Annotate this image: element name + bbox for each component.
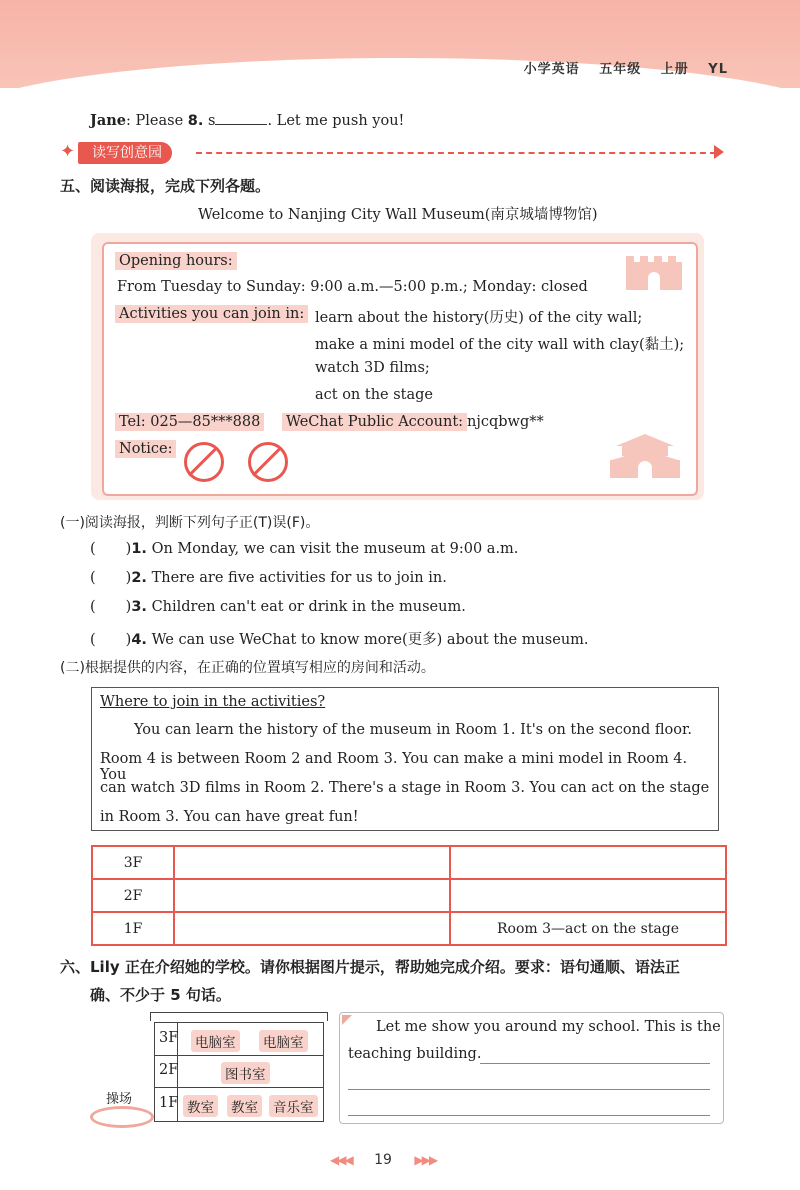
answer-cell: Room 3—act on the stage (450, 912, 726, 945)
hours-label: Opening hours: (115, 253, 237, 269)
answer-cell[interactable] (174, 912, 450, 945)
room-label: 音乐室 (269, 1095, 318, 1117)
q6-title-line2: 确、不少于 5 句话。 (90, 986, 231, 1004)
answer-cell[interactable] (450, 846, 726, 879)
answer-cell[interactable] (174, 846, 450, 879)
building-roof (150, 1012, 328, 1021)
floor-cell: 1F (92, 912, 174, 945)
q6-title-line1: 六、Lily 正在介绍她的学校。请你根据图片提示，帮助她完成介绍。要求：语句通顺、语法正 (60, 958, 680, 976)
writing-line[interactable] (348, 1089, 710, 1090)
answer-cell[interactable] (450, 879, 726, 912)
room-label: 教室 (183, 1095, 218, 1117)
floor-label: 2F (159, 1062, 179, 1078)
reading-passage-box (91, 687, 719, 831)
table-row (92, 846, 726, 879)
rooms-table (91, 845, 727, 946)
speaker-name: Jane (90, 112, 127, 129)
hours-text: From Tuesday to Sunday: 9:00 a.m.—5:00 p.m.; Monday: closed (117, 279, 588, 295)
notice-label: Notice: (115, 441, 176, 457)
reading-line: Room 4 is between Room 2 and Room 3. You can make a mini model in Room 4. You (100, 751, 688, 783)
reading-line: can watch 3D films in Room 2. There's a stage in Room 3. You can act on the stage (100, 780, 710, 796)
floor-cell: 3F (92, 846, 174, 879)
floor-cell: 2F (92, 879, 174, 912)
reading-line: in Room 3. You can have great fun! (100, 809, 359, 825)
reading-title: Where to join in the activities? (100, 694, 326, 710)
tf-item: ( )1. On Monday, we can visit the museum at 9:00 a.m. (90, 541, 519, 557)
writing-prompt-line2: teaching building. (348, 1046, 482, 1062)
writing-line[interactable] (348, 1115, 710, 1116)
page-number: 19 (374, 1152, 392, 1168)
table-row (92, 912, 726, 945)
section-icon: ✦ (60, 141, 76, 162)
q5-title: 五、阅读海报，完成下列各题。 (60, 177, 271, 195)
school-building (154, 1022, 324, 1122)
page-footer (330, 1152, 436, 1168)
reading-line: You can learn the history of the museum in Room 1. It's on the second floor. (134, 722, 692, 738)
prev-arrows-icon: ◀◀◀ (330, 1153, 352, 1167)
writing-line[interactable] (480, 1063, 710, 1064)
room-label: 电脑室 (259, 1030, 308, 1052)
answer-blank-8[interactable] (215, 124, 267, 125)
floor-label: 3F (159, 1030, 179, 1046)
section-arrow-icon (714, 145, 724, 159)
edition-label: YL (708, 62, 728, 77)
answer-cell[interactable] (174, 879, 450, 912)
header-meta (510, 58, 728, 77)
activity-item: learn about the history(历史) of the city wall; (315, 310, 643, 326)
playground-track (90, 1106, 154, 1128)
writing-prompt-line1: Let me show you around my school. This is the (376, 1019, 721, 1035)
floor-label: 1F (159, 1095, 179, 1111)
activities-label: Activities you can join in: (115, 306, 308, 322)
tf-item: ( )3. Children can't eat or drink in the museum. (90, 599, 466, 615)
room-label: 图书室 (221, 1062, 270, 1084)
activity-item: watch 3D films; (315, 360, 430, 376)
section-divider (196, 152, 716, 154)
tf-item: ( )4. We can use WeChat to know more(更多) about the museum. (90, 632, 589, 648)
room-label: 教室 (227, 1095, 262, 1117)
room-label: 电脑室 (191, 1030, 240, 1052)
activity-item: make a mini model of the city wall with clay(黏土); (315, 337, 685, 353)
city-wall-icon (624, 248, 684, 292)
question-number: 8. (187, 113, 204, 129)
grade-label: 五年级 (599, 62, 642, 77)
playground-label: 操场 (106, 1092, 133, 1107)
tel-info: Tel: 025—85***888 (115, 414, 264, 430)
no-eating-icon (184, 442, 224, 482)
part2-title: (二)根据提供的内容，在正确的位置填写相应的房间和活动。 (60, 660, 435, 676)
part1-title: (一)阅读海报，判断下列句子正(T)误(F)。 (60, 515, 320, 531)
table-row (92, 879, 726, 912)
wechat-info: WeChat Public Account: njcqbwg** (282, 414, 544, 430)
activity-item: act on the stage (315, 387, 434, 403)
poster-title: Welcome to Nanjing City Wall Museum(南京城墙博物馆) (198, 207, 598, 223)
volume-label: 上册 (660, 62, 689, 77)
no-food-drink-icon (248, 442, 288, 482)
tf-item: ( )2. There are five activities for us to join in. (90, 570, 447, 586)
subject-label: 小学英语 (523, 62, 580, 77)
corner-mark (342, 1015, 352, 1025)
gate-tower-icon (606, 430, 684, 480)
section-title: 读写创意园 (78, 142, 172, 164)
prev-dialogue-line: Jane: Please 8. s . Let me push you! (90, 112, 405, 129)
next-arrows-icon: ▶▶▶ (414, 1153, 437, 1167)
writing-box[interactable] (339, 1012, 724, 1124)
